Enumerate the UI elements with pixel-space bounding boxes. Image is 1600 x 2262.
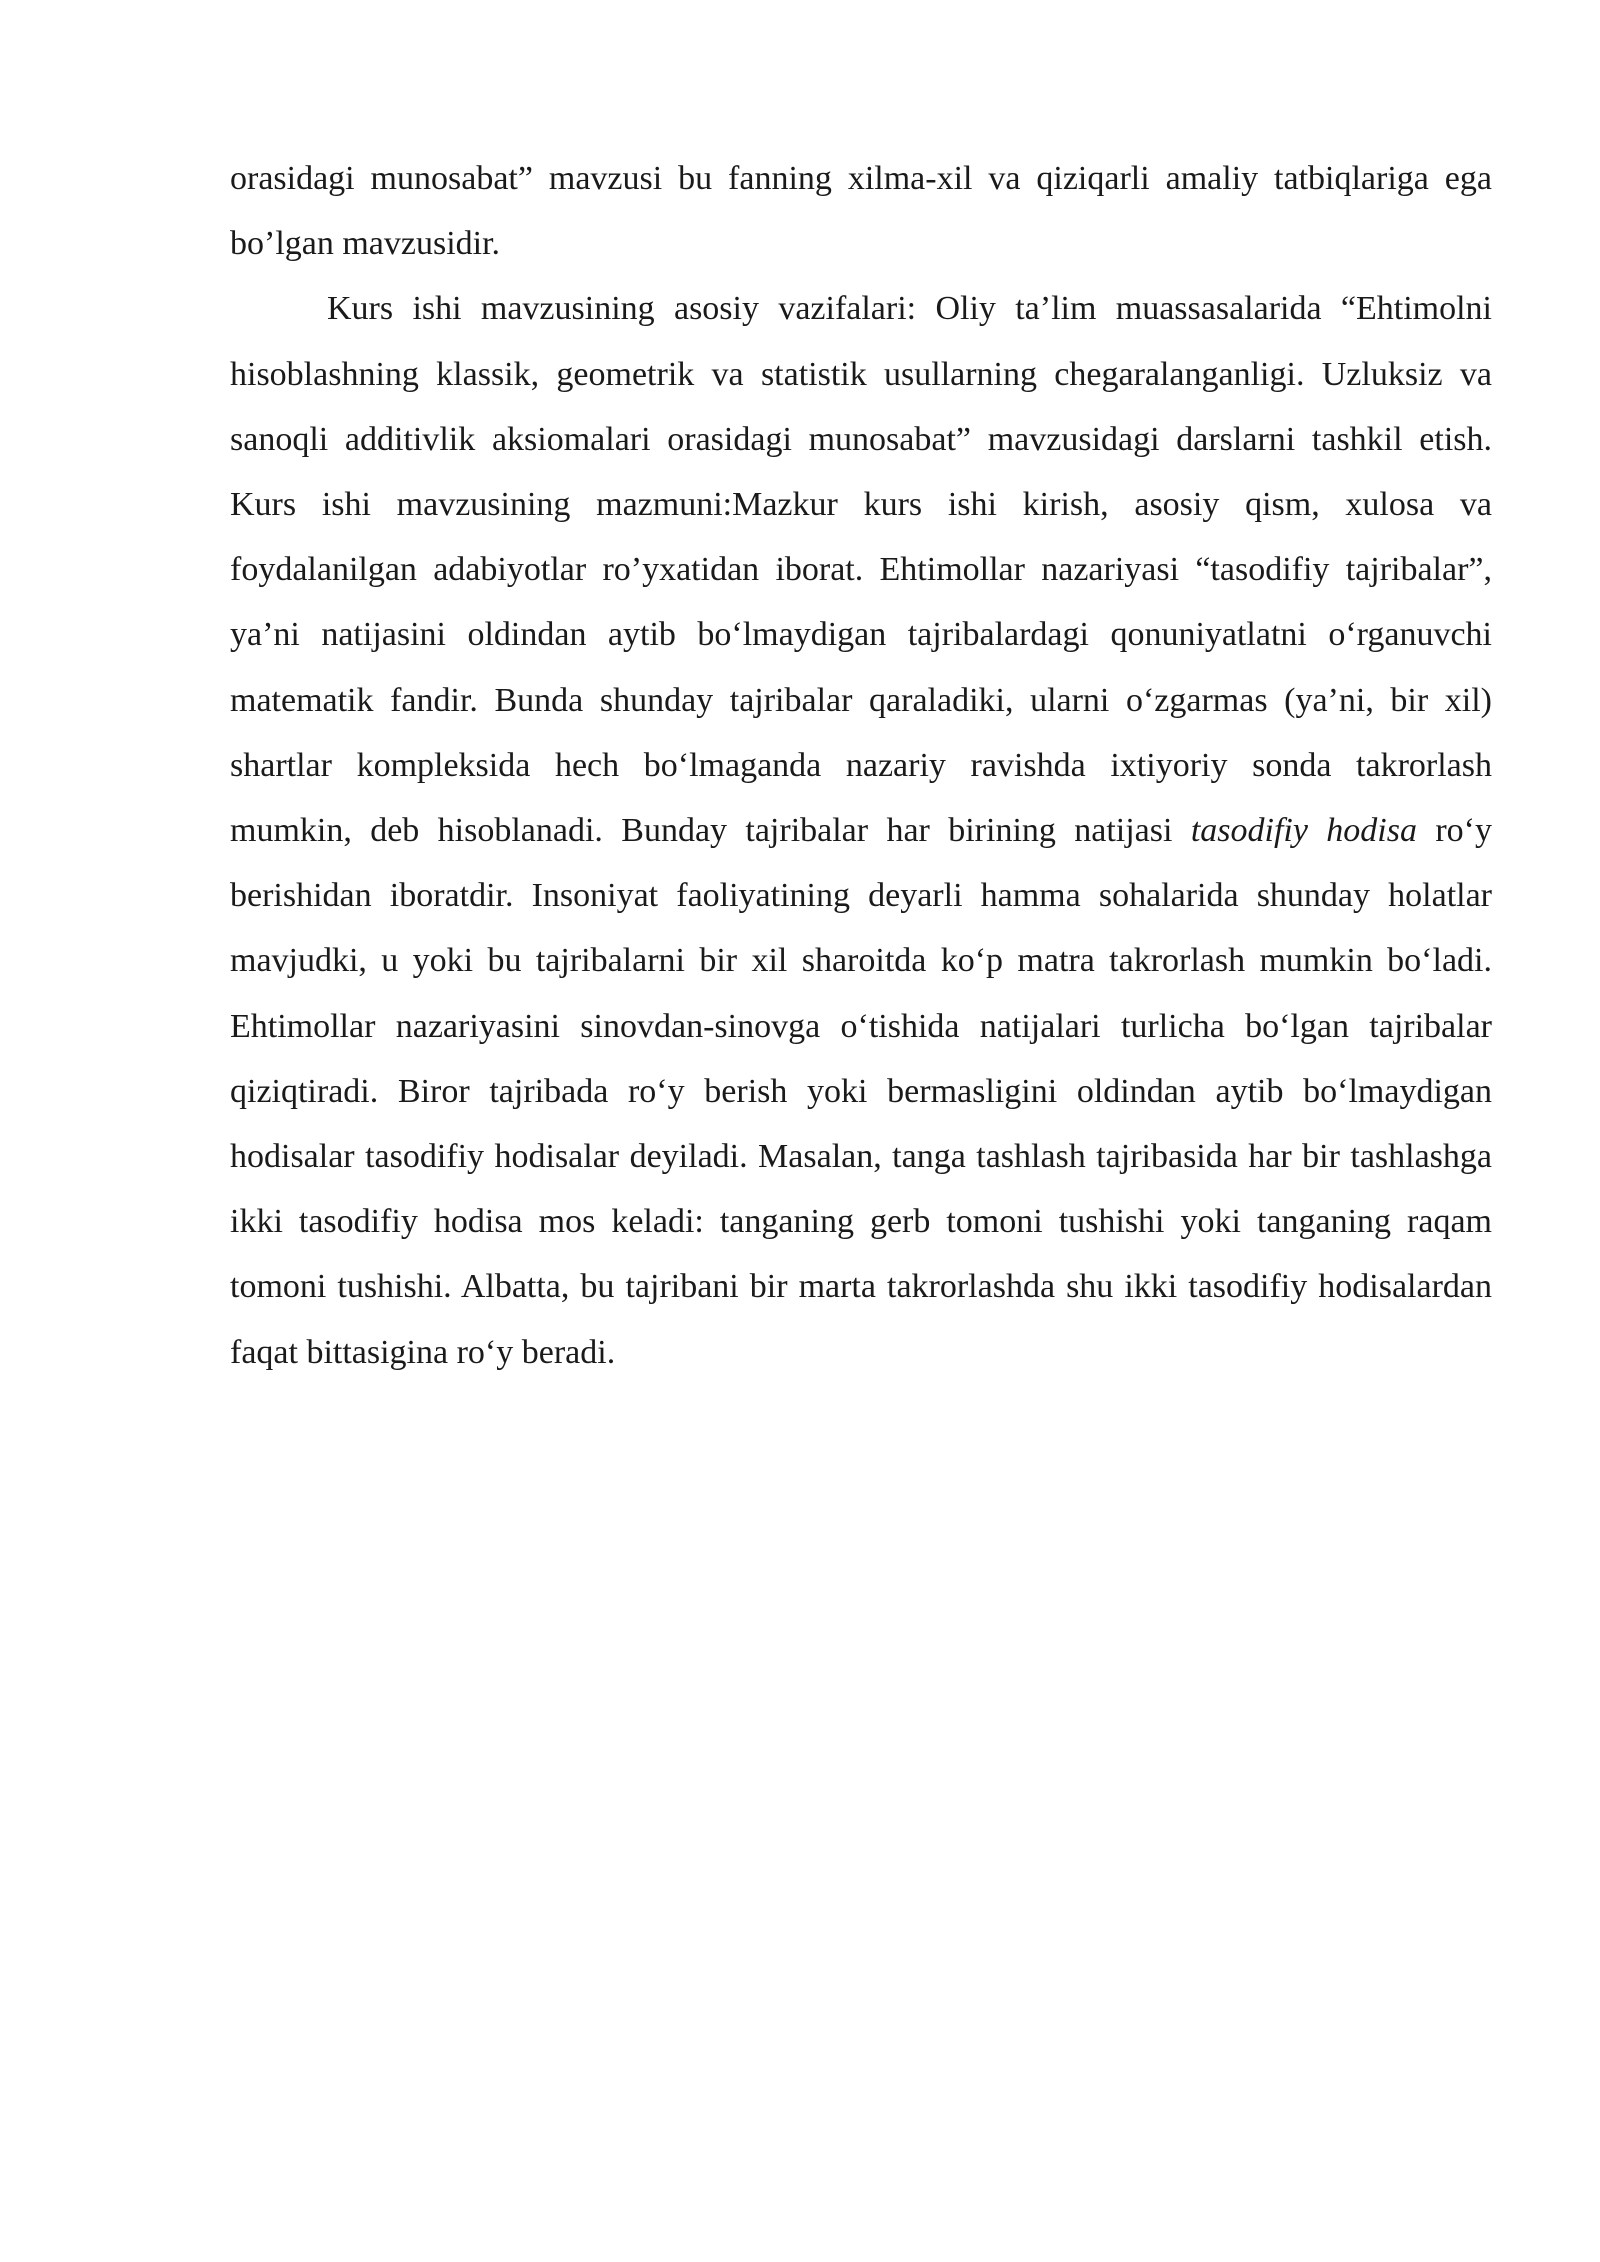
document-body — [230, 146, 1492, 1385]
paragraph-course-work-objectives — [230, 276, 1492, 1384]
paragraph-text-part-2: ro‘y berishidan iboratdir. Insoniyat faoliyatining deyarli hamma sohalarida shunday holatlar mavjudki, u yoki bu tajribalarni bir xil sharoitda ko‘p matra takrorlash mumkin bo‘ladi. Ehtimollar nazariyasini sinovdan-sinovga o‘tishida natijalari turlicha bo‘lgan tajribalar qiziqtiradi. Biror tajribada ro‘y berish yoki bermasligini oldindan aytib bo‘lmaydigan hodisalar tasodifiy hodisalar deyiladi. Masalan, tanga tashlash tajribasida har bir tashlashga ikki tasodifiy hodisa mos keladi: tanganing gerb tomoni tushishi yoki tanganing raqam tomoni tushishi. Albatta, bu tajribani bir marta takrorlashda shu ikki tasodifiy hodisalardan faqat bittasigina ro‘y beradi. — [230, 812, 1493, 1371]
paragraph-continuation: orasidagi munosabat” mavzusi bu fanning xilma-xil va qiziqarli amaliy tatbiqlariga ega bo’lgan mavzusidir. — [230, 160, 1492, 263]
paragraph-text-part-1: Kurs ishi mavzusining asosiy vazifalari: Oliy ta’lim muassasalarida “Ehtimolni hisoblashning klassik, geometrik va statistik usullarning chegaralanganligi. Uzluksiz va sanoqli additivlik aksiomalari orasidagi munosabat” mavzusidagi darslarni tashkil etish. Kurs ishi mavzusining mazmuni:Mazkur kurs ishi kirish, asosiy qism, xulosa va foydalanilgan adabiyotlar ro’yxatidan iborat. Ehtimollar nazariyasi “tasodifiy tajribalar”, ya’ni natijasini oldindan aytib bo‘lmaydigan tajribalardagi qonuniyatlatni o‘rganuvchi matematik fandir. Bunda shunday tajribalar qaraladiki, ularni o‘zgarmas (ya’ni, bir xil) shartlar kompleksida hech bo‘lmaganda nazariy ravishda ixtiyoriy sonda takrorlash mumkin, deb hisoblanadi. Bunday tajribalar har birining natijasi — [230, 290, 1492, 850]
italic-term-random-event: tasodifiy hodisa — [1190, 812, 1417, 850]
